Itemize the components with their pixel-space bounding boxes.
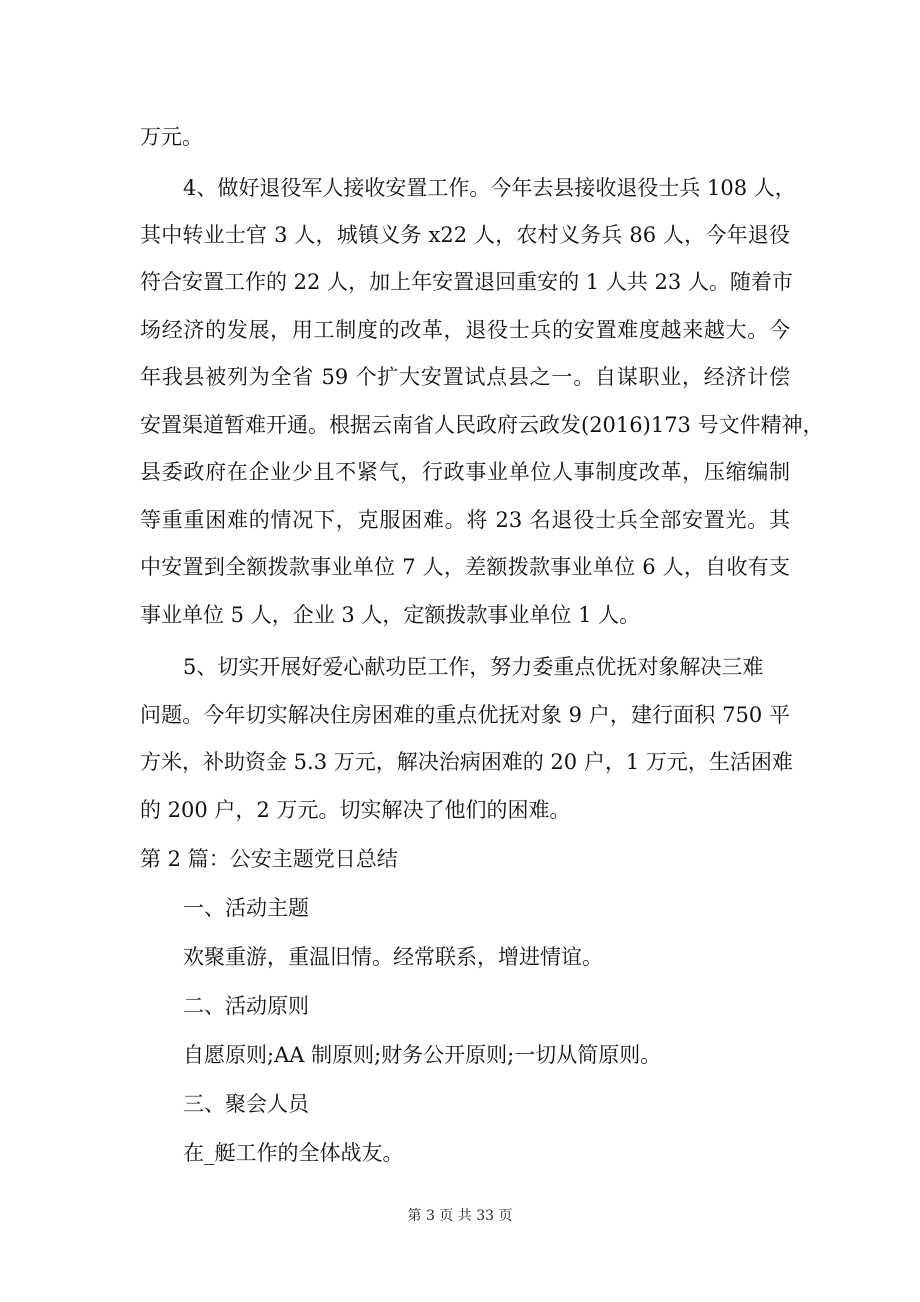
paragraph-line: 事业单位 5 人，企业 3 人，定额拨款事业单位 1 人。 [140,603,641,627]
paragraph-line: 在_艇工作的全体战友。 [183,1141,404,1165]
paragraph-line: 年我县被列为全省 59 个扩大安置试点县之一。自谋职业，经济计偿 [140,365,790,389]
paragraph-line: 等重重困难的情况下，克服困难。将 23 名退役士兵全部安置光。其 [140,508,790,532]
section-heading: 一、活动主题 [183,896,309,920]
section-heading: 三、聚会人员 [183,1092,309,1116]
paragraph-line: 欢聚重游，重温旧情。经常联系，增进情谊。 [183,945,603,969]
paragraph-line: 方米，补助资金 5.3 万元，解决治病困难的 20 户，1 万元，生活困难 [140,750,793,774]
paragraph-line: 问题。今年切实解决住房困难的重点优抚对象 9 户，建行面积 750 平 [140,703,790,727]
paragraph-line: 万元。 [140,125,203,149]
section-heading: 二、活动原则 [183,994,309,1018]
paragraph-line: 5、切实开展好爱心献功臣工作，努力委重点优抚对象解决三难 [183,655,764,679]
paragraph-line: 中安置到全额拨款事业单位 7 人，差额拨款事业单位 6 人，自收有支 [140,555,790,579]
paragraph-line: 安置渠道暂难开通。根据云南省人民政府云政发(2016)173 号文件精神， [140,413,824,437]
paragraph-line: 符合安置工作的 22 人，加上年安置退回重安的 1 人共 23 人。随着市 [140,270,793,294]
paragraph-line: 4、做好退役军人接收安置工作。今年去县接收退役士兵 108 人， [183,176,796,200]
section-title: 第 2 篇：公安主题党日总结 [140,847,398,871]
paragraph-line: 的 200 户，2 万元。切实解决了他们的困难。 [140,798,571,822]
paragraph-line: 其中转业士官 3 人，城镇义务 x22 人，农村义务兵 86 人，今年退役 [140,223,790,247]
paragraph-line: 场经济的发展，用工制度的改革，退役士兵的安置难度越来越大。今 [140,318,790,342]
paragraph-line: 县委政府在企业少且不紧气，行政事业单位人事制度改革，压缩编制 [140,460,790,484]
page-number-footer: 第 3 页 共 33 页 [407,1208,513,1224]
paragraph-line: 自愿原则;AA 制原则;财务公开原则;一切从简原则。 [183,1043,662,1067]
